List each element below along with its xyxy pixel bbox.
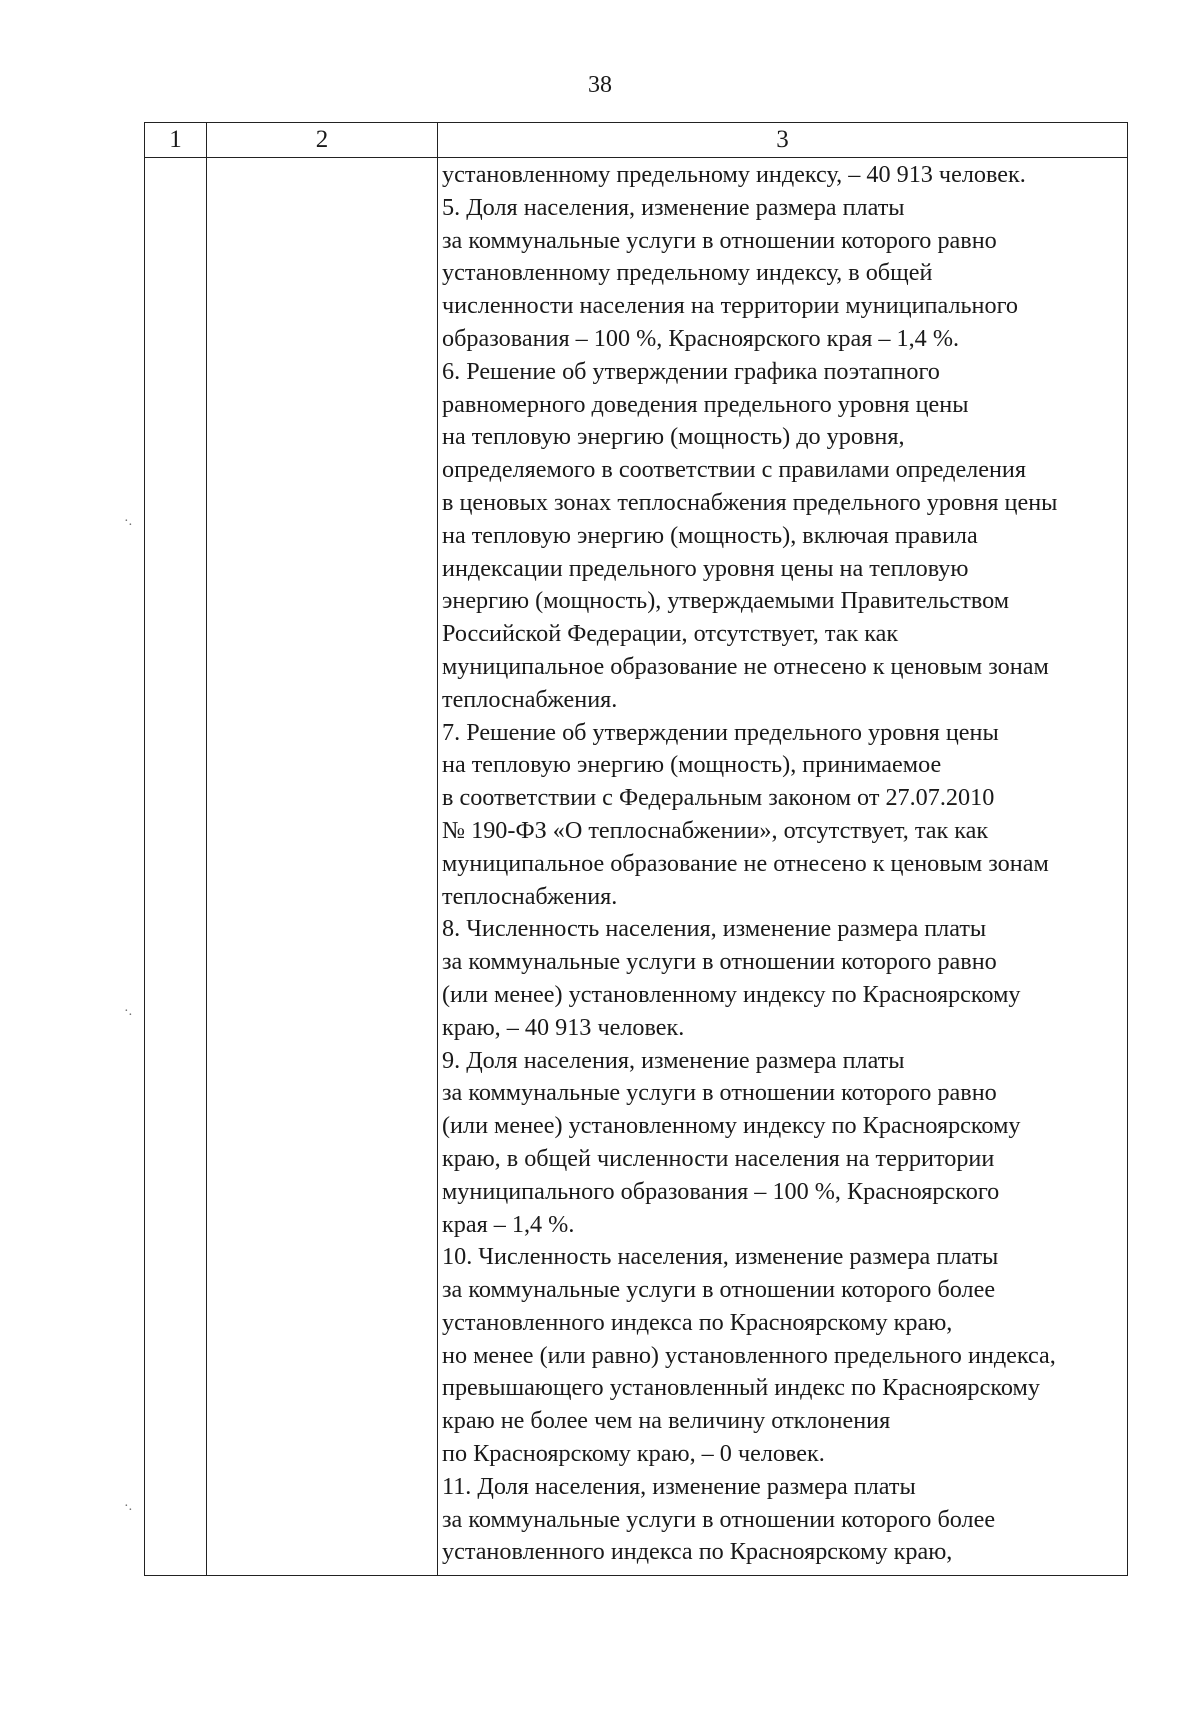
scan-mark: ·. <box>124 1004 133 1019</box>
text-line: (или менее) установленному индексу по Красноярскому <box>442 980 1021 1008</box>
text-line: 7. Решение об утверждении предельного уровня цены <box>442 718 999 746</box>
text-line: муниципальное образование не отнесено к ценовым зонам <box>442 652 1049 680</box>
text-line: № 190-ФЗ «О теплоснабжении», отсутствует, так как <box>442 816 989 844</box>
text-line: индексации предельного уровня цены на тепловую <box>442 554 969 582</box>
text-line: равномерного доведения предельного уровня цены <box>442 390 969 418</box>
text-line: определяемого в соответствии с правилами определения <box>442 456 1026 484</box>
text-line: образования – 100 %, Красноярского края – 1,4 %. <box>442 324 960 352</box>
column-header-1: 1 <box>145 123 207 157</box>
text-line: установленного индекса по Красноярскому краю, <box>442 1308 953 1336</box>
table-body-row <box>145 158 1127 1575</box>
text-line: на тепловую энергию (мощность), принимаемое <box>442 751 942 779</box>
text-line: 11. Доля населения, изменение размера платы <box>442 1472 916 1500</box>
text-line: 8. Численность населения, изменение размера платы <box>442 915 987 943</box>
scan-mark: ·. <box>124 1499 133 1514</box>
text-line: 5. Доля населения, изменение размера платы <box>442 193 905 221</box>
text-line: за коммунальные услуги в отношении которого равно <box>442 226 997 254</box>
text-line: Российской Федерации, отсутствует, так как <box>442 620 899 648</box>
text-line: теплоснабжения. <box>442 882 618 910</box>
text-line: но менее (или равно) установленного предельного индекса, <box>442 1341 1056 1369</box>
text-line: 6. Решение об утверждении графика поэтапного <box>442 357 940 385</box>
text-line: краю, в общей численности населения на территории <box>442 1144 995 1172</box>
text-line: краю не более чем на величину отклонения <box>442 1407 891 1435</box>
text-line: муниципальное образование не отнесено к ценовым зонам <box>442 849 1049 877</box>
text-line: в ценовых зонах теплоснабжения предельного уровня цены <box>442 488 1058 516</box>
text-line: на тепловую энергию (мощность) до уровня, <box>442 423 905 451</box>
text-line: установленного индекса по Красноярскому краю, <box>442 1538 953 1566</box>
text-line: края – 1,4 %. <box>442 1210 575 1238</box>
text-line: 9. Доля населения, изменение размера платы <box>442 1046 905 1074</box>
text-line: в соответствии с Федеральным законом от 27.07.2010 <box>442 784 995 812</box>
column-header-2: 2 <box>207 123 438 157</box>
text-line: за коммунальные услуги в отношении которого более <box>442 1505 996 1533</box>
column-3-cell <box>438 158 1127 1575</box>
page-number: 38 <box>588 72 612 98</box>
document-table <box>144 122 1128 1576</box>
text-line: установленному предельному индексу, в общей <box>442 259 933 287</box>
column-2-cell <box>207 158 438 1575</box>
text-line: численности населения на территории муниципального <box>442 292 1019 320</box>
column-header-3: 3 <box>776 126 789 153</box>
column-1-cell <box>145 158 207 1575</box>
scan-mark: ·. <box>124 514 133 529</box>
table-header-row <box>145 123 1127 158</box>
text-line: за коммунальные услуги в отношении которого равно <box>442 948 997 976</box>
text-line: по Красноярскому краю, – 0 человек. <box>442 1440 825 1468</box>
text-line: теплоснабжения. <box>442 685 618 713</box>
text-line: энергию (мощность), утверждаемыми Правительством <box>442 587 1010 615</box>
text-line: за коммунальные услуги в отношении которого равно <box>442 1079 997 1107</box>
text-line: на тепловую энергию (мощность), включая правила <box>442 521 978 549</box>
text-line: превышающего установленный индекс по Красноярскому <box>442 1374 1040 1402</box>
text-line: за коммунальные услуги в отношении которого более <box>442 1276 996 1304</box>
text-line: установленному предельному индексу, – 40 913 человек. <box>442 161 1026 188</box>
text-line: (или менее) установленному индексу по Красноярскому <box>442 1112 1021 1140</box>
text-line: муниципального образования – 100 %, Красноярского <box>442 1177 1000 1205</box>
text-line: 10. Численность населения, изменение размера платы <box>442 1243 999 1271</box>
text-line: краю, – 40 913 человек. <box>442 1013 685 1041</box>
